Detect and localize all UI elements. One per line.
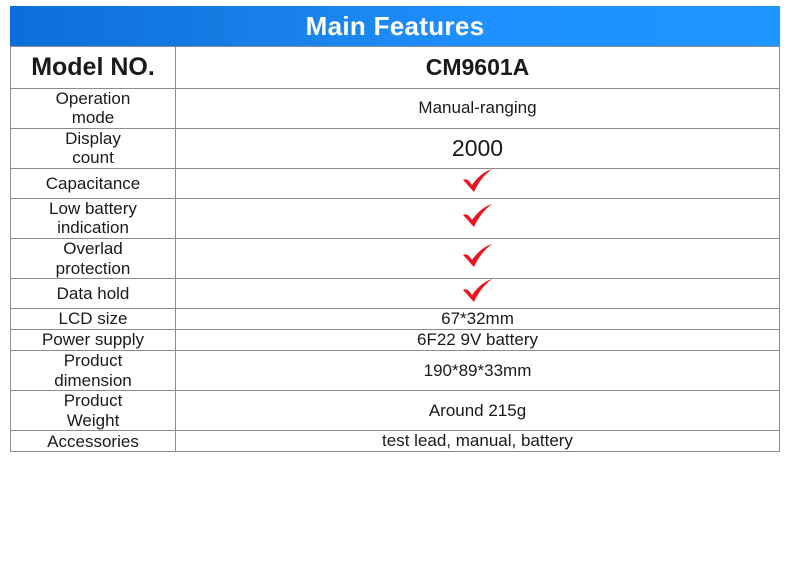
row-label-line1: Product bbox=[63, 351, 123, 371]
table-row bbox=[11, 351, 780, 391]
row-value bbox=[176, 198, 780, 238]
table-row bbox=[11, 309, 780, 330]
table-row bbox=[11, 239, 780, 279]
row-label-line2: Weight bbox=[66, 410, 120, 430]
row-label bbox=[11, 351, 176, 391]
row-value bbox=[176, 239, 780, 279]
row-value: test lead, manual, battery bbox=[176, 431, 780, 452]
row-label: Model NO. bbox=[11, 47, 176, 89]
row-label-line2: protection bbox=[55, 258, 131, 278]
table-row bbox=[11, 88, 780, 128]
row-label: Capacitance bbox=[11, 168, 176, 198]
row-value: 190*89*33mm bbox=[176, 351, 780, 391]
row-label bbox=[11, 128, 176, 168]
table-row bbox=[11, 128, 780, 168]
row-label-line2: mode bbox=[71, 108, 115, 128]
row-label bbox=[11, 198, 176, 238]
row-label: Data hold bbox=[11, 279, 176, 309]
row-label: LCD size bbox=[11, 309, 176, 330]
row-label-line1: Low battery bbox=[49, 198, 137, 218]
row-label: Power supply bbox=[11, 330, 176, 351]
row-label bbox=[11, 391, 176, 431]
row-label-line1: Operation bbox=[55, 88, 131, 108]
check-mark-icon bbox=[461, 279, 495, 303]
row-value bbox=[176, 168, 780, 198]
page-title: Main Features bbox=[305, 11, 485, 41]
check-mark-icon bbox=[461, 169, 495, 193]
check-mark-icon bbox=[461, 244, 495, 268]
table-row bbox=[11, 431, 780, 452]
features-table-body bbox=[11, 47, 780, 452]
row-label-line1: Display bbox=[65, 128, 121, 148]
table-row bbox=[11, 198, 780, 238]
row-label bbox=[11, 88, 176, 128]
row-label-line2: count bbox=[72, 148, 114, 168]
row-label bbox=[11, 239, 176, 279]
table-row bbox=[11, 330, 780, 351]
row-label: Accessories bbox=[11, 431, 176, 452]
table-row bbox=[11, 47, 780, 89]
row-label-line1: Product bbox=[63, 391, 123, 411]
row-label-line2: indication bbox=[57, 218, 129, 238]
row-value: 6F22 9V battery bbox=[176, 330, 780, 351]
table-row bbox=[11, 391, 780, 431]
row-value: CM9601A bbox=[176, 47, 780, 89]
table-row bbox=[11, 279, 780, 309]
row-value: 2000 bbox=[176, 128, 780, 168]
header-banner bbox=[10, 6, 780, 46]
row-label-line1: Overlad bbox=[63, 239, 123, 259]
features-table bbox=[10, 46, 780, 452]
row-value bbox=[176, 279, 780, 309]
row-value: Manual-ranging bbox=[176, 88, 780, 128]
row-value: 67*32mm bbox=[176, 309, 780, 330]
row-label-line2: dimension bbox=[54, 370, 132, 390]
check-mark-icon bbox=[461, 204, 495, 228]
table-row bbox=[11, 168, 780, 198]
row-value: Around 215g bbox=[176, 391, 780, 431]
